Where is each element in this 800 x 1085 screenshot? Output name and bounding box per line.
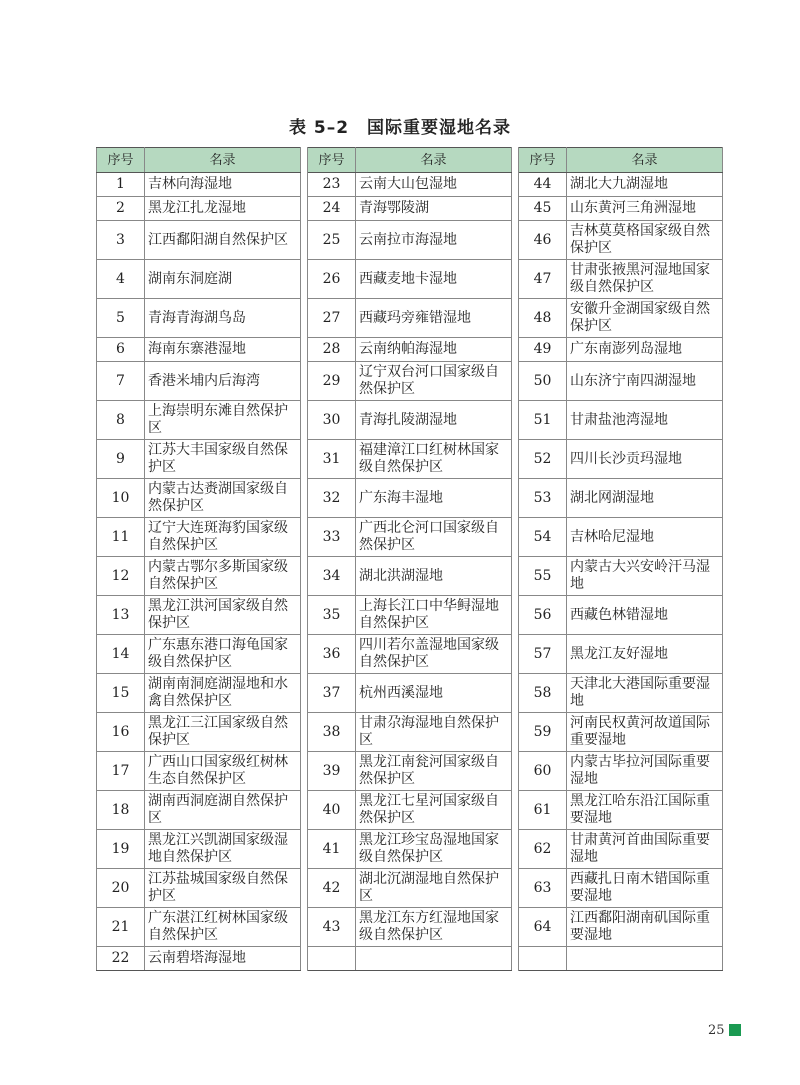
wetland-name: 安徽升金湖国家级自然保护区 xyxy=(567,299,723,338)
wetland-number: 27 xyxy=(308,299,356,338)
wetland-number: 25 xyxy=(308,221,356,260)
wetland-name: 湖南西洞庭湖自然保护区 xyxy=(145,791,301,830)
column-divider xyxy=(301,791,308,830)
wetland-number: 60 xyxy=(519,752,567,791)
column-divider xyxy=(301,869,308,908)
wetland-number: 42 xyxy=(308,869,356,908)
table-row xyxy=(97,479,723,518)
wetland-name: 广东湛江红树林国家级自然保护区 xyxy=(145,908,301,947)
wetland-name: 四川长沙贡玛湿地 xyxy=(567,440,723,479)
wetland-name: 内蒙古达赉湖国家级自然保护区 xyxy=(145,479,301,518)
wetland-name: 云南拉市海湿地 xyxy=(356,221,512,260)
wetland-number: 13 xyxy=(97,596,145,635)
column-divider xyxy=(301,518,308,557)
wetland-name: 广东南澎列岛湿地 xyxy=(567,338,723,362)
wetland-number: 18 xyxy=(97,791,145,830)
column-divider xyxy=(301,401,308,440)
column-divider xyxy=(512,338,519,362)
column-divider xyxy=(301,338,308,362)
table-row xyxy=(97,830,723,869)
wetland-name: 江西鄱阳湖自然保护区 xyxy=(145,221,301,260)
column-divider xyxy=(512,908,519,947)
wetland-number: 30 xyxy=(308,401,356,440)
wetland-name: 四川若尔盖湿地国家级自然保护区 xyxy=(356,635,512,674)
page-number: 25 xyxy=(708,1023,725,1038)
wetland-name: 湖南南洞庭湖湿地和水禽自然保护区 xyxy=(145,674,301,713)
wetland-name: 青海青海湖鸟岛 xyxy=(145,299,301,338)
column-divider xyxy=(301,479,308,518)
column-divider xyxy=(512,596,519,635)
table-row xyxy=(97,518,723,557)
wetland-number: 5 xyxy=(97,299,145,338)
wetland-name: 黑龙江哈东沿江国际重要湿地 xyxy=(567,791,723,830)
wetland-name: 青海扎陵湖湿地 xyxy=(356,401,512,440)
wetland-number: 32 xyxy=(308,479,356,518)
column-divider xyxy=(301,557,308,596)
table-row xyxy=(97,197,723,221)
wetland-name: 黑龙江友好湿地 xyxy=(567,635,723,674)
wetland-number: 8 xyxy=(97,401,145,440)
table-row xyxy=(97,338,723,362)
table-row xyxy=(97,173,723,197)
wetland-name: 吉林哈尼湿地 xyxy=(567,518,723,557)
wetland-number: 46 xyxy=(519,221,567,260)
wetland-name: 云南碧塔海湿地 xyxy=(145,947,301,971)
column-divider xyxy=(512,197,519,221)
wetland-name: 广西山口国家级红树林生态自然保护区 xyxy=(145,752,301,791)
wetland-name: 辽宁大连斑海豹国家级自然保护区 xyxy=(145,518,301,557)
wetland-number: 20 xyxy=(97,869,145,908)
column-divider xyxy=(512,830,519,869)
table-row xyxy=(97,299,723,338)
table-row xyxy=(97,674,723,713)
header-name: 名录 xyxy=(356,148,512,173)
wetland-number: 23 xyxy=(308,173,356,197)
wetland-number: 41 xyxy=(308,830,356,869)
wetland-number: 51 xyxy=(519,401,567,440)
table-row xyxy=(97,752,723,791)
wetland-number: 19 xyxy=(97,830,145,869)
table-row xyxy=(97,635,723,674)
wetland-name: 云南纳帕海湿地 xyxy=(356,338,512,362)
wetland-number: 56 xyxy=(519,596,567,635)
wetland-number: 4 xyxy=(97,260,145,299)
wetland-number: 57 xyxy=(519,635,567,674)
wetland-number: 2 xyxy=(97,197,145,221)
wetland-name: 海南东寨港湿地 xyxy=(145,338,301,362)
wetland-name: 广东惠东港口海龟国家级自然保护区 xyxy=(145,635,301,674)
wetland-number: 24 xyxy=(308,197,356,221)
column-divider xyxy=(301,947,308,971)
column-divider xyxy=(512,557,519,596)
wetland-name: 黑龙江七星河国家级自然保护区 xyxy=(356,791,512,830)
wetland-number: 33 xyxy=(308,518,356,557)
column-divider xyxy=(512,299,519,338)
wetland-name: 湖北大九湖湿地 xyxy=(567,173,723,197)
table-row xyxy=(97,869,723,908)
wetland-number: 55 xyxy=(519,557,567,596)
column-divider xyxy=(512,173,519,197)
column-divider xyxy=(301,713,308,752)
table-row xyxy=(97,260,723,299)
wetland-name: 湖北网湖湿地 xyxy=(567,479,723,518)
wetland-number: 29 xyxy=(308,362,356,401)
wetland-number: 43 xyxy=(308,908,356,947)
wetland-number: 44 xyxy=(519,173,567,197)
wetland-name: 黑龙江洪河国家级自然保护区 xyxy=(145,596,301,635)
header-num: 序号 xyxy=(97,148,145,173)
wetland-number: 3 xyxy=(97,221,145,260)
table-row xyxy=(97,221,723,260)
wetland-name: 甘肃张掖黑河湿地国家级自然保护区 xyxy=(567,260,723,299)
wetland-number: 36 xyxy=(308,635,356,674)
column-divider xyxy=(301,752,308,791)
column-divider xyxy=(512,260,519,299)
column-divider xyxy=(512,401,519,440)
wetland-number: 37 xyxy=(308,674,356,713)
column-divider xyxy=(512,947,519,971)
column-divider xyxy=(301,197,308,221)
wetland-number: 48 xyxy=(519,299,567,338)
column-divider xyxy=(301,173,308,197)
wetland-name: 湖北洪湖湿地 xyxy=(356,557,512,596)
table-row xyxy=(97,362,723,401)
wetland-name: 湖北沉湖湿地自然保护区 xyxy=(356,869,512,908)
wetland-name: 山东黄河三角洲湿地 xyxy=(567,197,723,221)
table-row xyxy=(97,947,723,971)
wetland-name xyxy=(356,947,512,971)
column-divider xyxy=(301,260,308,299)
wetland-number: 16 xyxy=(97,713,145,752)
column-divider xyxy=(301,596,308,635)
table-row xyxy=(97,791,723,830)
table-row xyxy=(97,596,723,635)
wetland-name: 甘肃盐池湾湿地 xyxy=(567,401,723,440)
column-divider xyxy=(301,148,308,173)
wetland-number: 31 xyxy=(308,440,356,479)
wetland-name: 江苏大丰国家级自然保护区 xyxy=(145,440,301,479)
wetland-number: 64 xyxy=(519,908,567,947)
wetland-name: 河南民权黄河故道国际重要湿地 xyxy=(567,713,723,752)
wetland-name: 内蒙古大兴安岭汗马湿地 xyxy=(567,557,723,596)
wetland-name: 黑龙江南瓮河国家级自然保护区 xyxy=(356,752,512,791)
column-divider xyxy=(512,791,519,830)
wetland-name: 辽宁双台河口国家级自然保护区 xyxy=(356,362,512,401)
table-row xyxy=(97,440,723,479)
header-num: 序号 xyxy=(308,148,356,173)
header-name: 名录 xyxy=(145,148,301,173)
wetland-number: 7 xyxy=(97,362,145,401)
wetland-name: 云南大山包湿地 xyxy=(356,173,512,197)
wetland-name: 甘肃黄河首曲国际重要湿地 xyxy=(567,830,723,869)
wetland-number: 54 xyxy=(519,518,567,557)
wetland-name: 甘肃尕海湿地自然保护区 xyxy=(356,713,512,752)
table-row xyxy=(97,908,723,947)
wetland-name: 上海崇明东滩自然保护区 xyxy=(145,401,301,440)
column-divider xyxy=(301,830,308,869)
table-row xyxy=(97,713,723,752)
column-divider xyxy=(512,752,519,791)
wetland-number: 47 xyxy=(519,260,567,299)
wetland-number: 1 xyxy=(97,173,145,197)
wetland-number xyxy=(308,947,356,971)
table-header-row xyxy=(97,148,723,173)
column-divider xyxy=(301,362,308,401)
column-divider xyxy=(512,518,519,557)
table-row xyxy=(97,557,723,596)
wetlands-table xyxy=(96,147,723,971)
wetland-name: 青海鄂陵湖 xyxy=(356,197,512,221)
wetland-number: 21 xyxy=(97,908,145,947)
column-divider xyxy=(301,440,308,479)
wetland-name: 黑龙江兴凯湖国家级湿地自然保护区 xyxy=(145,830,301,869)
wetland-name: 西藏色林错湿地 xyxy=(567,596,723,635)
column-divider xyxy=(512,221,519,260)
wetland-number: 9 xyxy=(97,440,145,479)
column-divider xyxy=(301,635,308,674)
column-divider xyxy=(512,713,519,752)
wetland-name: 黑龙江东方红湿地国家级自然保护区 xyxy=(356,908,512,947)
column-divider xyxy=(512,148,519,173)
wetland-number: 50 xyxy=(519,362,567,401)
wetland-number: 35 xyxy=(308,596,356,635)
column-divider xyxy=(301,674,308,713)
wetland-name: 黑龙江珍宝岛湿地国家级自然保护区 xyxy=(356,830,512,869)
wetland-number: 22 xyxy=(97,947,145,971)
wetland-number: 61 xyxy=(519,791,567,830)
wetland-name: 上海长江口中华鲟湿地自然保护区 xyxy=(356,596,512,635)
wetland-name: 黑龙江扎龙湿地 xyxy=(145,197,301,221)
column-divider xyxy=(512,869,519,908)
wetland-name: 内蒙古鄂尔多斯国家级自然保护区 xyxy=(145,557,301,596)
table-row xyxy=(97,401,723,440)
wetland-number: 6 xyxy=(97,338,145,362)
wetland-number: 58 xyxy=(519,674,567,713)
wetland-number: 14 xyxy=(97,635,145,674)
wetland-number: 12 xyxy=(97,557,145,596)
wetland-name: 江苏盐城国家级自然保护区 xyxy=(145,869,301,908)
wetland-name: 吉林向海湿地 xyxy=(145,173,301,197)
wetland-name: 香港米埔内后海湾 xyxy=(145,362,301,401)
wetland-number: 53 xyxy=(519,479,567,518)
wetland-number: 45 xyxy=(519,197,567,221)
column-divider xyxy=(301,221,308,260)
wetland-name: 西藏麦地卡湿地 xyxy=(356,260,512,299)
wetland-number: 49 xyxy=(519,338,567,362)
wetland-name: 江西鄱阳湖南矶国际重要湿地 xyxy=(567,908,723,947)
column-divider xyxy=(512,635,519,674)
wetland-name: 西藏扎日南木错国际重要湿地 xyxy=(567,869,723,908)
wetland-name: 杭州西溪湿地 xyxy=(356,674,512,713)
wetland-number: 17 xyxy=(97,752,145,791)
column-divider xyxy=(512,479,519,518)
wetland-number: 28 xyxy=(308,338,356,362)
wetland-number xyxy=(519,947,567,971)
wetland-name: 西藏玛旁雍错湿地 xyxy=(356,299,512,338)
wetland-name: 广西北仑河口国家级自然保护区 xyxy=(356,518,512,557)
wetland-number: 15 xyxy=(97,674,145,713)
wetland-number: 52 xyxy=(519,440,567,479)
wetland-name: 内蒙古毕拉河国际重要湿地 xyxy=(567,752,723,791)
wetland-number: 40 xyxy=(308,791,356,830)
wetland-number: 62 xyxy=(519,830,567,869)
wetland-name: 广东海丰湿地 xyxy=(356,479,512,518)
wetland-name: 湖南东洞庭湖 xyxy=(145,260,301,299)
header-name: 名录 xyxy=(567,148,723,173)
wetland-number: 34 xyxy=(308,557,356,596)
wetland-name xyxy=(567,947,723,971)
column-divider xyxy=(512,440,519,479)
table-title: 表 5–2 国际重要湿地名录 xyxy=(288,118,512,138)
wetland-number: 59 xyxy=(519,713,567,752)
page-marker-square xyxy=(729,1024,741,1036)
wetland-name: 黑龙江三江国家级自然保护区 xyxy=(145,713,301,752)
wetland-number: 26 xyxy=(308,260,356,299)
wetland-number: 10 xyxy=(97,479,145,518)
wetland-number: 63 xyxy=(519,869,567,908)
wetland-number: 11 xyxy=(97,518,145,557)
column-divider xyxy=(512,362,519,401)
wetland-name: 福建漳江口红树林国家级自然保护区 xyxy=(356,440,512,479)
header-num: 序号 xyxy=(519,148,567,173)
wetland-number: 38 xyxy=(308,713,356,752)
wetland-name: 山东济宁南四湖湿地 xyxy=(567,362,723,401)
column-divider xyxy=(512,674,519,713)
column-divider xyxy=(301,299,308,338)
wetland-name: 吉林莫莫格国家级自然保护区 xyxy=(567,221,723,260)
wetland-name: 天津北大港国际重要湿地 xyxy=(567,674,723,713)
wetland-number: 39 xyxy=(308,752,356,791)
column-divider xyxy=(301,908,308,947)
